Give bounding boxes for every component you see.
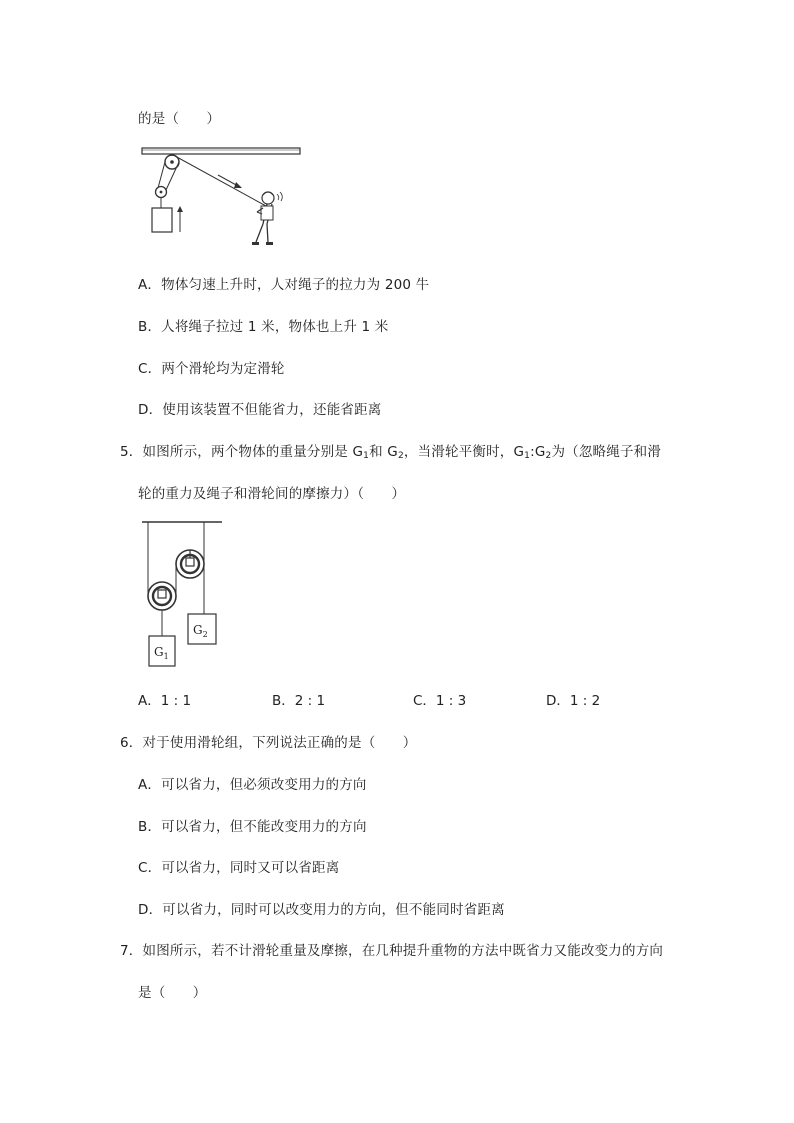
q4-option-c: C．两个滑轮均为定滑轮: [138, 361, 285, 377]
q4-option-b: B．人将绳子拉过 1 米，物体也上升 1 米: [138, 319, 389, 335]
q4-pulley-person-figure: [140, 142, 302, 258]
q5-option-d: D．1 : 2: [546, 693, 601, 709]
g2-label-sub: 2: [202, 630, 208, 639]
q4-option-d: D．使用该装置不但能省力，还能省距离: [138, 402, 382, 418]
q4-stem-tail: 的是（ ）: [138, 111, 221, 127]
q5-option-c: C．1 : 3: [413, 693, 467, 709]
q6-option-c: C．可以省力，同时又可以省距离: [138, 860, 340, 876]
g1-label: G: [154, 645, 164, 659]
q6-stem: 6．对于使用滑轮组，下列说法正确的是（ ）: [120, 735, 417, 751]
g1-label-sub: 1: [163, 652, 169, 661]
g2-label: G: [193, 623, 203, 637]
q6-option-a: A．可以省力，但必须改变用力的方向: [138, 777, 367, 793]
q6-option-d: D．可以省力，同时可以改变用力的方向，但不能同时省距离: [138, 902, 505, 918]
q7-stem-line2: 是（ ）: [138, 985, 207, 1001]
q5-option-b: B．2 : 1: [272, 693, 326, 709]
q5-two-pulley-figure: [140, 518, 224, 674]
q5-option-a: A．1 : 1: [138, 693, 192, 709]
q5-stem-line2: 轮的重力及绳子和滑轮间的摩擦力）（ ）: [138, 486, 406, 502]
q7-stem-line1: 7．如图所示，若不计滑轮重量及摩擦，在几种提升重物的方法中既省力又能改变力的方向: [120, 943, 664, 959]
q4-option-a: A．物体匀速上升时，人对绳子的拉力为 200 牛: [138, 277, 430, 293]
q6-option-b: B．可以省力，但不能改变用力的方向: [138, 819, 367, 835]
q5-stem-line1: 5．如图所示，两个物体的重量分别是 $G_1$和 $G_2$，当滑轮平衡时，$G_1:G_2$为（忽略绳子和滑: [120, 444, 662, 461]
